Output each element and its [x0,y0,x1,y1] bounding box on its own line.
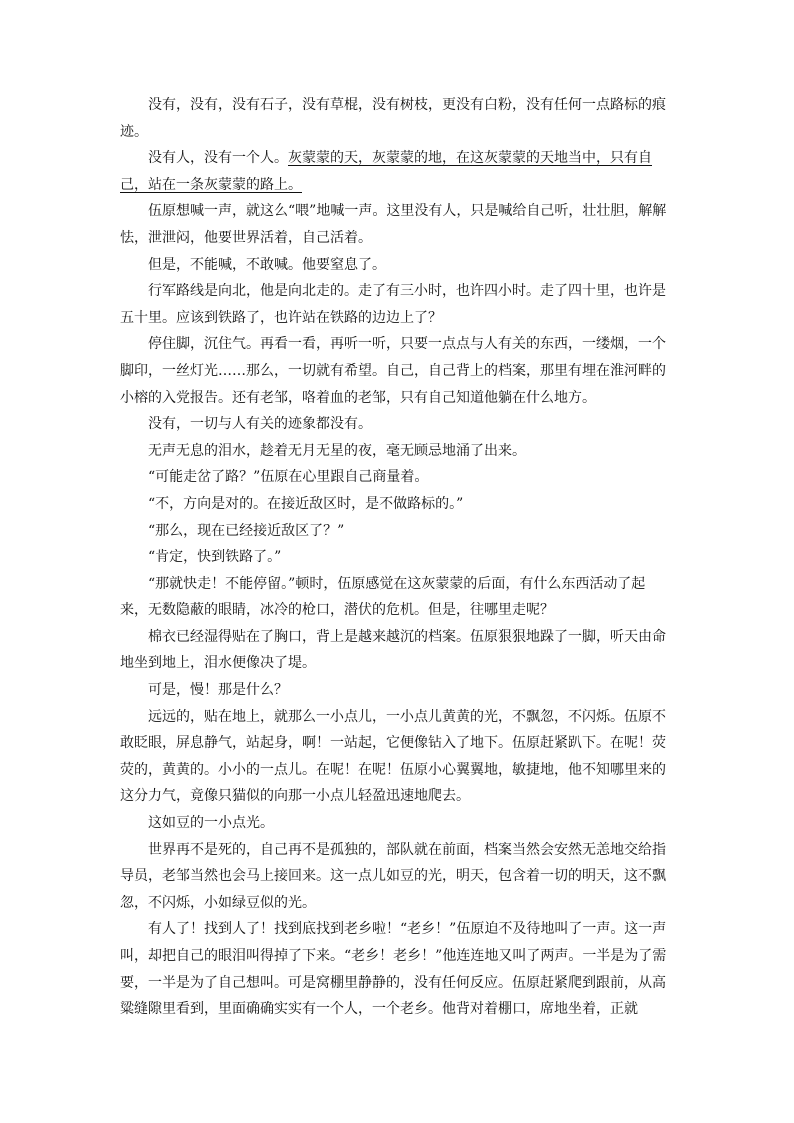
paragraph: 有人了！找到人了！找到底找到老乡啦！“老乡！”伍原迫不及待地叫了一声。这一声叫，却把自己的眼泪叫得掉了下来。“老乡！老乡！”他连连地又叫了两声。一半是为了需要，一半是为了自己想叫。可是窝棚里静静的，没有任何反应。伍原赶紧爬到跟前，从高粱缝隙里看到，里面确确实实有一个人，一个老乡。他背对着棚口，席地坐着，正就 [120,921,667,1018]
paragraph: “那就快走！不能停留。”顿时，伍原感觉在这灰蒙蒙的后面，有什么东西活动了起来，无数隐蔽的眼睛，冰冷的枪口，潜伏的危机。但是，往哪里走呢？ [120,575,646,619]
paragraph-lead: 没有人，没有一个人。 [148,150,288,167]
paragraph: 可是，慢！那是什么？ [148,682,288,699]
paragraph: 无声无息的泪水，趁着无月无星的夜，毫无顾忌地涌了出来。 [148,442,526,459]
paragraph: “那么，现在已经接近敌区了？” [148,522,345,539]
paragraph: 远远的，贴在地上，就那么一小点儿，一小点儿黄黄的光，不飘忽，不闪烁。伍原不敢眨眼，屏息静气，站起身，啊！一站起，它便像钻入了地下。伍原赶紧趴下。在呢！荧荧的，黄黄的。小小的一点儿。在呢！在呢！伍原小心翼翼地，敏捷地，他不知哪里来的这分力气，竟像只猫似的向那一小点儿轻盈迅速地爬去。 [120,708,666,805]
paragraph: 棉衣已经湿得贴在了胸口，背上是越来越沉的档案。伍原狠狠地跺了一脚，听天由命地坐到地上，泪水便像决了堤。 [120,628,666,672]
paragraph: 没有，一切与人有关的迹象都没有。 [148,416,372,433]
paragraph: “肯定，快到铁路了。” [148,549,282,566]
paragraph: 但是，不能喊，不敢喊。他要窒息了。 [148,256,386,273]
paragraph: 伍原想喊一声，就这么“喂”地喊一声。这里没有人，只是喊给自己听，壮壮胆，解解怯，泄泄闷，他要世界活着，自己活着。 [120,203,667,246]
paragraph: 没有，没有，没有石子，没有草棍，没有树枝，更没有白粉，没有任何一点路标的痕迹。 [120,97,666,140]
paragraph: 这如豆的一小点光。 [148,815,274,832]
article-body [120,92,672,1023]
paragraph: “不，方向是对的。在接近敌区时，是不做路标的。” [148,495,464,512]
paragraph: 世界再不是死的，自己再不是孤独的，部队就在前面，档案当然会安然无恙地交给指导员，老邹当然也会马上接回来。这一点儿如豆的光，明天，包含着一切的明天，这不飘忽，不闪烁，小如绿豆似的光。 [120,841,666,911]
paragraph [120,145,672,198]
paragraph: “可能走岔了路？”伍原在心里跟自己商量着。 [148,469,429,486]
underlined-sentence: 灰蒙蒙的天，灰蒙蒙的地，在这灰蒙蒙的天地当中，只有自己，站在一条灰蒙蒙的路上。 [120,150,652,193]
paragraph: 停住脚，沉住气。再看一看，再听一听，只要一点点与人有关的东西，一缕烟，一个脚印，一丝灯光……那么，一切就有希望。自己，自己背上的档案，那里有埋在淮河畔的小榕的入党报告。还有老邹，咯着血的老邹，只有自己知道他躺在什么地方。 [120,336,666,406]
paragraph: 行军路线是向北，他是向北走的。走了有三小时，也许四小时。走了四十里，也许是五十里。应该到铁路了，也许站在铁路的边边上了？ [120,283,666,326]
